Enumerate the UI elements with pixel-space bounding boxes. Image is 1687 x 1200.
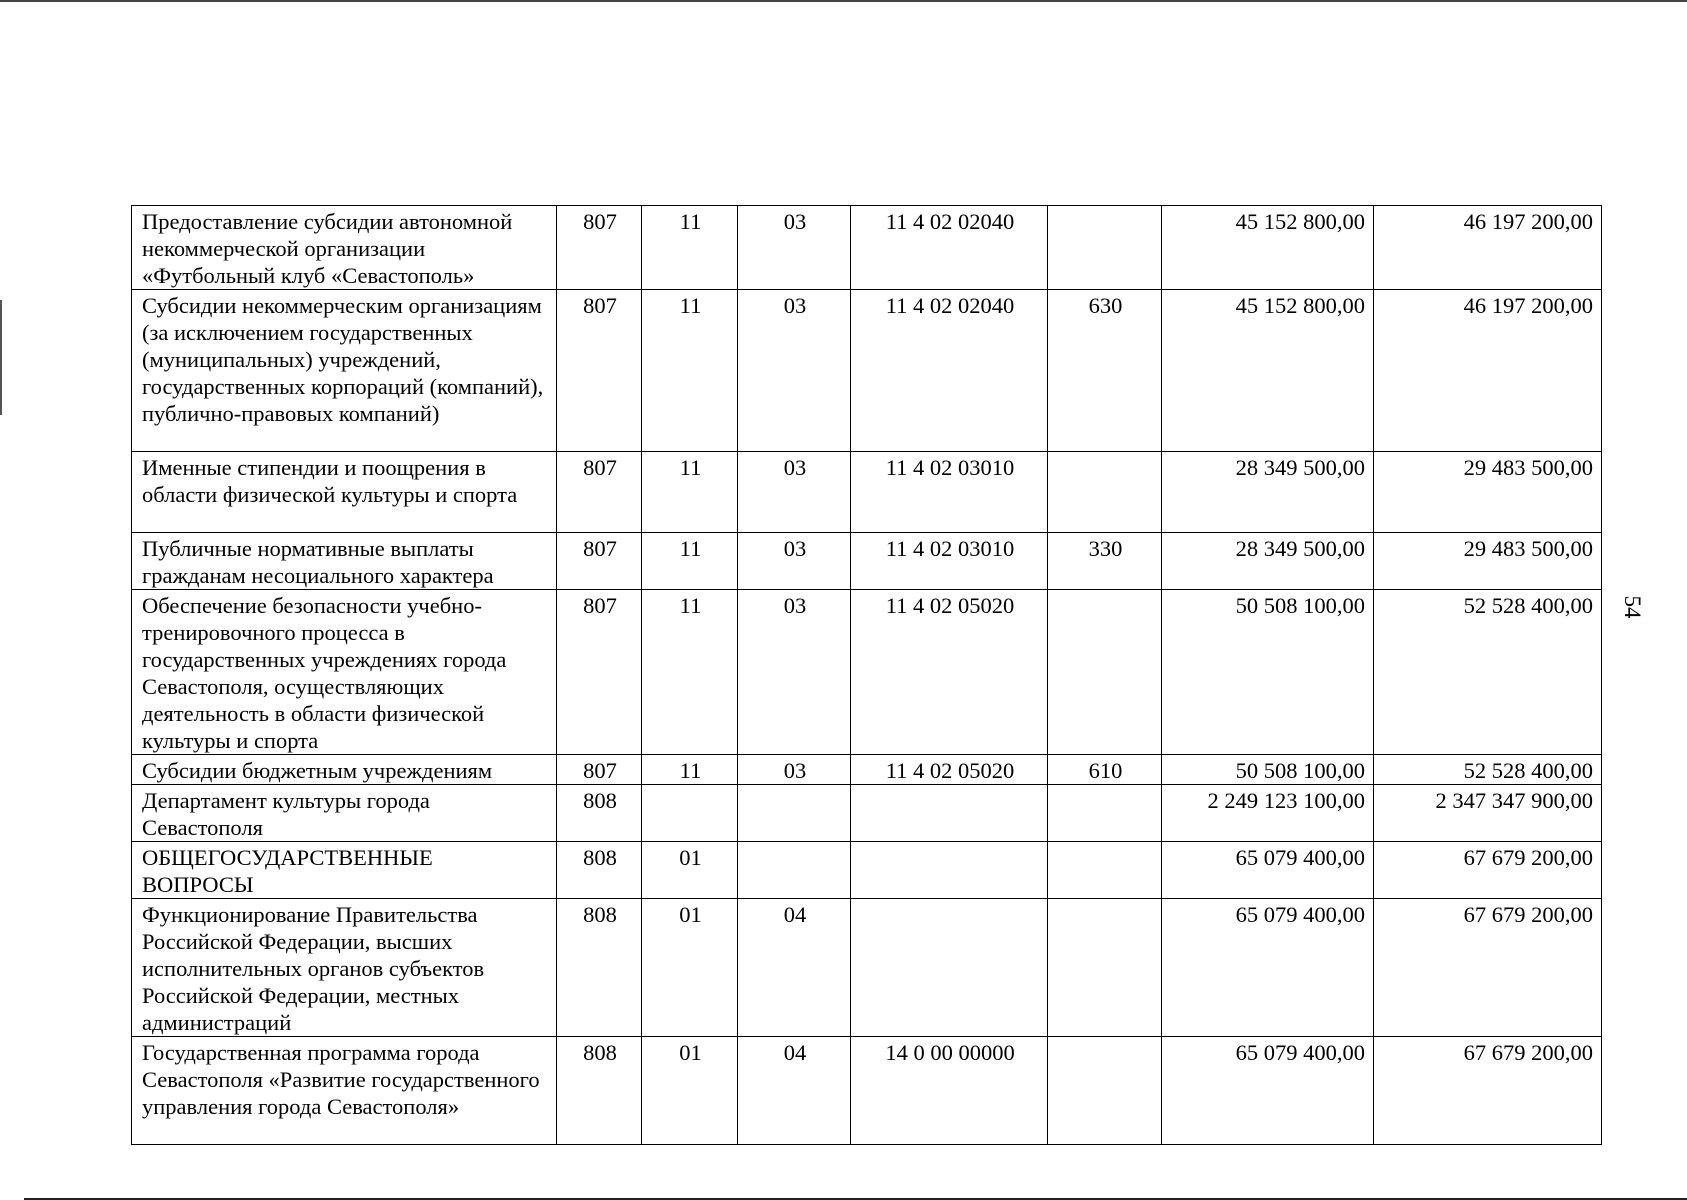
row-ved: 807 — [557, 452, 642, 533]
scan-top-edge — [0, 0, 1687, 2]
row-amount-year2: 52 528 400,00 — [1374, 755, 1602, 785]
row-section: 11 — [642, 452, 738, 533]
row-vr — [1048, 785, 1162, 842]
row-csr: 11 4 02 05020 — [851, 590, 1048, 755]
scan-left-mark — [0, 300, 2, 415]
row-amount-year1: 65 079 400,00 — [1162, 1037, 1374, 1145]
row-subsection: 03 — [738, 590, 851, 755]
table-row — [132, 533, 1602, 590]
table-row — [132, 590, 1602, 755]
row-csr: 11 4 02 02040 — [851, 206, 1048, 290]
row-section: 01 — [642, 1037, 738, 1145]
row-name: Субсидии бюджетным учреждениям — [132, 755, 557, 785]
row-csr: 11 4 02 02040 — [851, 290, 1048, 452]
row-name: Функционирование Правительства Российской Федерации, высших исполнительных органов субъектов Российской Федерации, местных администраций — [132, 899, 557, 1037]
row-ved: 808 — [557, 842, 642, 899]
row-vr: 610 — [1048, 755, 1162, 785]
table-row — [132, 785, 1602, 842]
row-name: Департамент культуры города Севастополя — [132, 785, 557, 842]
row-amount-year1: 50 508 100,00 — [1162, 590, 1374, 755]
row-vr — [1048, 1037, 1162, 1145]
row-subsection: 03 — [738, 290, 851, 452]
row-subsection: 03 — [738, 206, 851, 290]
row-csr: 11 4 02 05020 — [851, 755, 1048, 785]
row-name: Обеспечение безопасности учебно-тренировочного процесса в государственных учреждениях города Севастополя, осуществляющих деятельность в области физической культуры и спорта — [132, 590, 557, 755]
row-amount-year1: 45 152 800,00 — [1162, 290, 1374, 452]
row-section: 01 — [642, 899, 738, 1037]
row-amount-year2: 29 483 500,00 — [1374, 452, 1602, 533]
row-csr: 11 4 02 03010 — [851, 452, 1048, 533]
row-subsection: 03 — [738, 755, 851, 785]
row-vr: 330 — [1048, 533, 1162, 590]
table-row — [132, 1037, 1602, 1145]
row-amount-year2: 46 197 200,00 — [1374, 290, 1602, 452]
row-name: Именные стипендии и поощрения в области физической культуры и спорта — [132, 452, 557, 533]
row-vr: 630 — [1048, 290, 1162, 452]
table-row — [132, 206, 1602, 290]
row-csr — [851, 899, 1048, 1037]
table-row — [132, 452, 1602, 533]
page-number: 54 — [1620, 595, 1645, 619]
table-row — [132, 755, 1602, 785]
row-section: 11 — [642, 755, 738, 785]
row-vr — [1048, 590, 1162, 755]
row-amount-year1: 28 349 500,00 — [1162, 452, 1374, 533]
row-amount-year2: 67 679 200,00 — [1374, 899, 1602, 1037]
row-amount-year2: 52 528 400,00 — [1374, 590, 1602, 755]
row-amount-year1: 65 079 400,00 — [1162, 899, 1374, 1037]
row-subsection: 03 — [738, 533, 851, 590]
row-section: 11 — [642, 590, 738, 755]
row-ved: 807 — [557, 290, 642, 452]
row-ved: 807 — [557, 533, 642, 590]
row-amount-year1: 2 249 123 100,00 — [1162, 785, 1374, 842]
row-section: 11 — [642, 206, 738, 290]
row-ved: 808 — [557, 785, 642, 842]
row-amount-year2: 67 679 200,00 — [1374, 842, 1602, 899]
row-amount-year1: 65 079 400,00 — [1162, 842, 1374, 899]
row-ved: 808 — [557, 899, 642, 1037]
row-amount-year2: 67 679 200,00 — [1374, 1037, 1602, 1145]
row-ved: 808 — [557, 1037, 642, 1145]
row-name: ОБЩЕГОСУДАРСТВЕННЫЕ ВОПРОСЫ — [132, 842, 557, 899]
row-name: Предоставление субсидии автономной некоммерческой организации «Футбольный клуб «Севастополь» — [132, 206, 557, 290]
row-subsection: 04 — [738, 1037, 851, 1145]
row-vr — [1048, 452, 1162, 533]
row-vr — [1048, 899, 1162, 1037]
row-amount-year1: 45 152 800,00 — [1162, 206, 1374, 290]
row-vr — [1048, 206, 1162, 290]
row-ved: 807 — [557, 590, 642, 755]
row-ved: 807 — [557, 206, 642, 290]
row-csr: 11 4 02 03010 — [851, 533, 1048, 590]
row-name: Публичные нормативные выплаты гражданам несоциального характера — [132, 533, 557, 590]
table-row — [132, 842, 1602, 899]
row-subsection — [738, 842, 851, 899]
row-section: 11 — [642, 290, 738, 452]
row-amount-year2: 46 197 200,00 — [1374, 206, 1602, 290]
row-ved: 807 — [557, 755, 642, 785]
row-subsection: 04 — [738, 899, 851, 1037]
row-vr — [1048, 842, 1162, 899]
row-section — [642, 785, 738, 842]
row-subsection — [738, 785, 851, 842]
row-section: 11 — [642, 533, 738, 590]
row-amount-year2: 29 483 500,00 — [1374, 533, 1602, 590]
row-amount-year1: 50 508 100,00 — [1162, 755, 1374, 785]
row-section: 01 — [642, 842, 738, 899]
row-name: Государственная программа города Севастополя «Развитие государственного управления города Севастополя» — [132, 1037, 557, 1145]
table-row — [132, 290, 1602, 452]
budget-table — [131, 205, 1602, 1145]
table-row — [132, 899, 1602, 1037]
row-name: Субсидии некоммерческим организациям (за исключением государственных (муниципальных) учреждений, государственных корпораций (компаний), публично-правовых компаний) — [132, 290, 557, 452]
row-csr — [851, 785, 1048, 842]
row-amount-year1: 28 349 500,00 — [1162, 533, 1374, 590]
row-amount-year2: 2 347 347 900,00 — [1374, 785, 1602, 842]
row-subsection: 03 — [738, 452, 851, 533]
row-csr — [851, 842, 1048, 899]
row-csr: 14 0 00 00000 — [851, 1037, 1048, 1145]
